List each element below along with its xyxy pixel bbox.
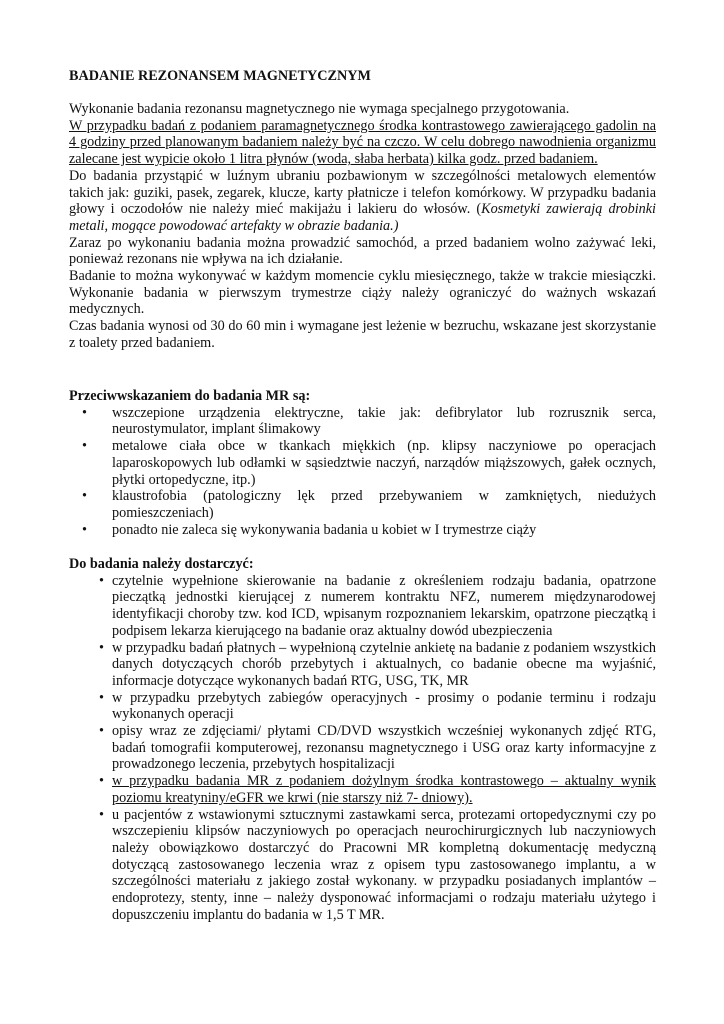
cycle-paragraph: Badanie to można wykonywać w każdym momencie cyklu miesięcznego, także w trakcie miesiączki. Wykonanie badania w pierwszym trymestrze ciąży należy ograniczyć do ważnych wskazań medycznych. xyxy=(69,268,656,318)
deliverables-list xyxy=(69,573,656,924)
contraindications-section xyxy=(69,388,656,538)
list-item: • klaustrofobia (patologiczny lęk przed przebywaniem w zamkniętych, niedużych pomieszczeniach) xyxy=(69,488,656,521)
list-item: • w przypadku badań płatnych – wypełnioną czytelnie ankietę na badanie z podaniem wszystkich danych dotyczących chorób przebytych i aktualnych, co badanie obecne ma wyjaśnić, informacje dotyczące wykonanych badań RTG, USG, TK, MR xyxy=(69,640,656,690)
intro-paragraph-1: Wykonanie badania rezonansu magnetycznego nie wymaga specjalnego przygotowania. xyxy=(69,101,570,117)
contraindications-list xyxy=(69,405,656,539)
contrast-preparation-paragraph: W przypadku badań z podaniem paramagnetycznego środka kontrastowego zawierającego gadolin na 4 godziny przed planowanym badaniem należy być na czczo. W celu dobrego nawodnienia organizmu zalecane jest wypicie około 1 litra płynów (woda, słaba herbata) kilka godz. przed badaniem. xyxy=(69,117,656,168)
list-item: • u pacjentów z wstawionymi sztucznymi zastawkami serca, protezami ortopedycznymi czy po wszczepieniu klipsów naczyniowych po operacjach neurochirurgicznych lub naczyniowych należy obowiązkowo dostarczyć do Pracowni MR kompletną dokumentację medyczną dotyczącą zastosowanego leczenia wraz z opisem typu zastosowanego implantu, a w szczególności materiału z jakiego został wykonany. w przypadku posiadanych implantów – endoprotezy, stenty, inne – należy dysponować informacjami o rodzaju materiału użytego i dopuszczeniu implantu do badania w 1,5 T MR. xyxy=(69,807,656,924)
list-item: • w przypadku badania MR z podaniem dożylnym środka kontrastowego – aktualny wynik poziomu kreatyniny/eGFR we krwi (nie starszy niż 7- dniowy). xyxy=(69,773,656,806)
intro-section xyxy=(69,101,656,352)
duration-paragraph: Czas badania wynosi od 30 do 60 min i wymagane jest leżenie w bezruchu, wskazane jest skorzystanie z toalety przed badaniem. xyxy=(69,318,656,351)
list-item: • w przypadku przebytych zabiegów operacyjnych - prosimy o podanie terminu i rodzaju wykonanych operacji xyxy=(69,690,656,723)
cosmetics-note: Kosmetyki zawierają drobinki metali, mogące powodować artefakty w obrazie badania. xyxy=(69,201,656,234)
list-item: • metalowe ciała obce w tkankach miękkich (np. klipsy naczyniowe po operacjach laparoskopowych lub odłamki w sąsiedztwie naczyń, narządów miąższowych, gałek ocznych, płytki ortopedyczne, itp.) xyxy=(69,438,656,488)
list-item: • opisy wraz ze zdjęciami/ płytami CD/DVD wszystkich wcześniej wykonanych zdjęć RTG, badań tomografii komputerowej, rezonansu magnetycznego i USG oraz karty informacyjne z prowadzonego leczenia, przebytych hospitalizacji xyxy=(69,723,656,773)
after-exam-paragraph: Zaraz po wykonaniu badania można prowadzić samochód, a przed badaniem wolno zażywać leki, ponieważ rezonans nie wpływa na ich działanie. xyxy=(69,234,656,268)
list-item: • czytelnie wypełnione skierowanie na badanie z określeniem rodzaju badania, opatrzone pieczątką jednostki kierującej z numerem kontraktu NFZ, numerem międzynarodowej identyfikacji choroby tzw. kod ICD, wpisanym rozpoznaniem lekarskim, opatrzone pieczątką i podpisem lekarza kierującego na badanie oraz aktualny dowód ubezpieczenia xyxy=(69,573,656,640)
clothing-paragraph xyxy=(69,168,656,235)
clothing-text: Do badania przystąpić w luźnym ubraniu pozbawionym w szczególności metalowych elementów takich jak: guziki, pasek, zegarek, klucze, karty płatnicze i telefon komórkowy. W przypadku badania głowy i oczodołów nie należy mieć makijażu i lakieru do włosów. ( xyxy=(69,167,656,218)
deliverables-section xyxy=(69,556,656,923)
page-title: BADANIE REZONANSEM MAGNETYCZNYM xyxy=(69,68,371,84)
contraindications-heading: Przeciwwskazaniem do badania MR są: xyxy=(69,388,311,404)
list-item: • ponadto nie zaleca się wykonywania badania u kobiet w I trymestrze ciąży xyxy=(69,522,656,539)
list-item: • wszczepione urządzenia elektryczne, takie jak: defibrylator lub rozrusznik serca, neurostymulator, implant ślimakowy xyxy=(69,405,656,438)
deliverables-heading: Do badania należy dostarczyć: xyxy=(69,556,254,572)
cosmetics-note-close: ) xyxy=(393,217,399,234)
